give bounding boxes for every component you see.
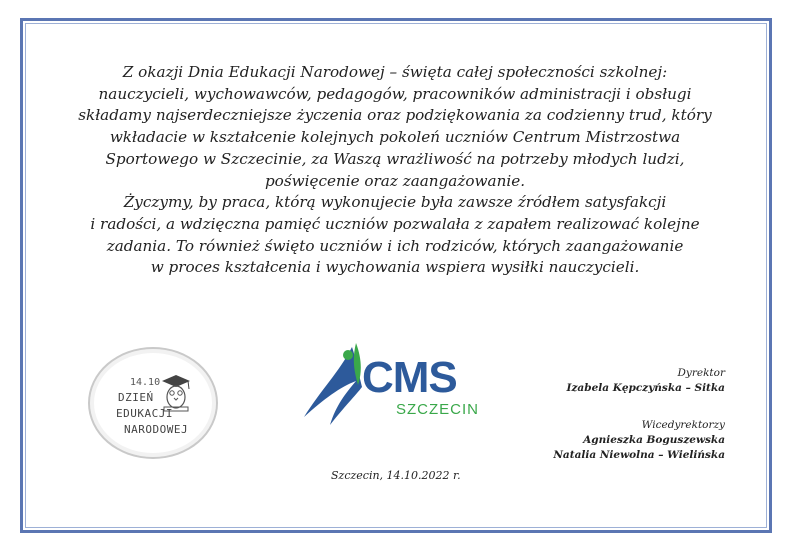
teachers-day-seal	[88, 347, 218, 459]
deputies-title: Wicedyrektorzy	[641, 419, 725, 431]
letter-line: w proces kształcenia i wychowania wspiera wysiłki nauczycieli.	[150, 258, 640, 277]
athlete-swoosh-icon	[300, 341, 370, 431]
director-title: Dyrektor	[677, 367, 725, 379]
seal-line: NARODOWEJ	[124, 423, 189, 436]
letter-line: wkładacie w kształcenie kolejnych pokoleń uczniów Centrum Mistrzostwa	[109, 128, 681, 147]
letter-line: i radości, a wdzięczna pamięć uczniów pozwalała z zapałem realizować kolejne	[90, 214, 700, 233]
letter-line: nauczycieli, wychowawców, pedagogów, pracowników administracji i obsługi	[98, 84, 692, 103]
seal-line: EDUKACJI	[116, 407, 173, 420]
director-name-wrap	[567, 381, 725, 396]
letter-line: zadania. To również święto uczniów i ich rodziców, których zaangażowanie	[106, 236, 684, 255]
deputy-name: Natalia Niewolna – Wielińska	[553, 449, 725, 461]
letter-line: Z okazji Dnia Edukacji Narodowej – święta całej społeczności szkolnej:	[122, 63, 668, 81]
director-name: Izabela Kępczyńska – Sitka	[566, 382, 725, 394]
deputy-name: Agnieszka Boguszewska	[583, 434, 725, 446]
seal-date: 14.10	[130, 377, 161, 388]
place-and-date: Szczecin, 14.10.2022 r.	[331, 469, 461, 482]
letter-body	[60, 62, 730, 279]
letter-line: poświęcenie oraz zaangażowanie.	[264, 171, 526, 190]
letter-line: Sportowego w Szczecinie, za Waszą wrażliwość na potrzeby młodych ludzi,	[105, 149, 685, 168]
logo-wordmark: CMS	[362, 353, 457, 402]
deputy1-wrap	[583, 433, 725, 448]
cms-logo	[300, 341, 495, 431]
logo-city: SZCZECIN	[396, 401, 479, 418]
owl-graduate-icon	[158, 373, 194, 413]
letter-line: Życzymy, by praca, którą wykonujecie była zawsze źródłem satysfakcji	[123, 193, 667, 212]
seal-line: DZIEŃ	[118, 391, 154, 404]
deputy2-wrap	[553, 448, 725, 463]
letter-line: składamy najserdeczniejsze życzenia oraz podziękowania za codzienny trud, który	[78, 106, 712, 125]
